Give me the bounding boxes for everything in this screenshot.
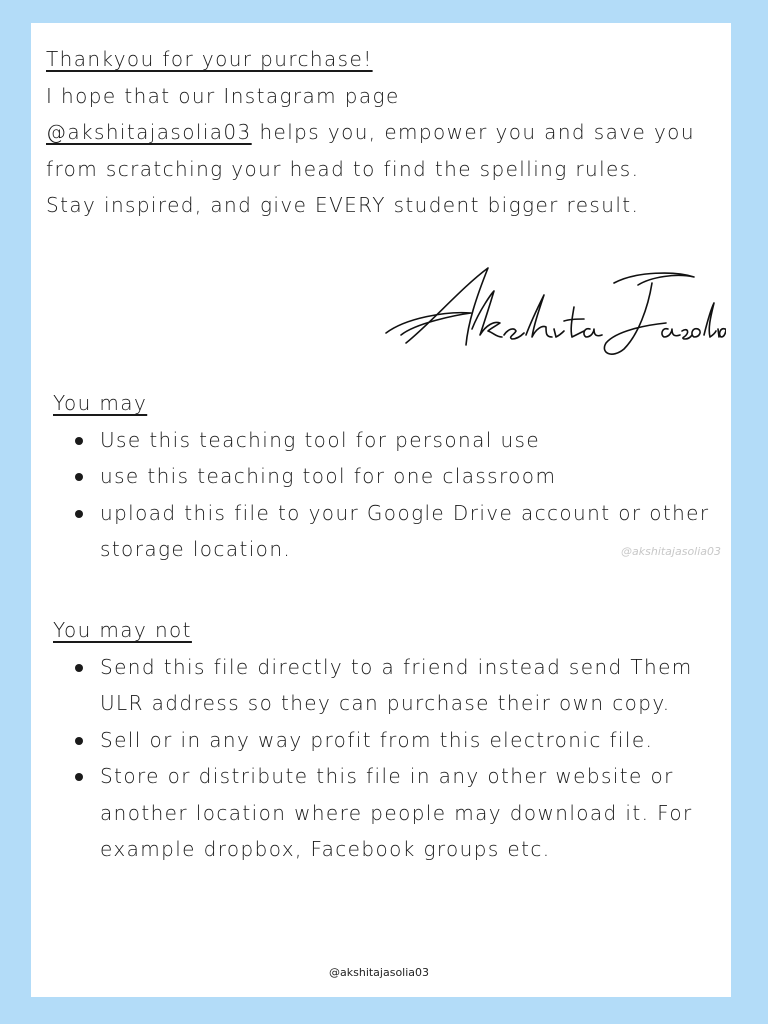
list-item: upload this file to your Google Drive account or other storage location. xyxy=(100,495,721,568)
intro-line-1: I hope that our Instagram page xyxy=(46,83,400,108)
you-may-not-heading: You may not xyxy=(53,618,192,642)
signature-text: Akshita Jasolia xyxy=(551,358,559,359)
thank-you-heading: Thankyou for your purchase! xyxy=(46,47,373,71)
list-item: Sell or in any way profit from this electronic file. xyxy=(100,722,721,759)
list-item: Send this file directly to a friend instead send Them ULR address so they can purchase their own copy. xyxy=(100,649,721,722)
instagram-handle-link[interactable]: @akshitajasolia03 xyxy=(46,120,252,144)
you-may-heading: You may xyxy=(53,391,148,415)
intro-closing: Stay inspired, and give EVERY student bigger result. xyxy=(46,193,640,217)
intro-block xyxy=(46,41,721,224)
list-item: Store or distribute this file in any other website or another location where people may download it. For example dropbox, Facebook groups etc. xyxy=(100,758,721,868)
signature-image xyxy=(376,263,726,363)
list-item: use this teaching tool for one classroom xyxy=(100,458,721,495)
list-item: Use this teaching tool for personal use xyxy=(100,422,721,459)
watermark: @akshitajasolia03 xyxy=(621,545,722,558)
intro-paragraph xyxy=(46,78,721,188)
intro-line-2: helps you, empower you and save you from scratching your head to find the spelling rules. xyxy=(46,120,695,181)
footer-handle: @akshitajasolia03 xyxy=(329,966,430,979)
you-may-section xyxy=(53,385,721,568)
you-may-not-section xyxy=(53,612,721,868)
you-may-not-list xyxy=(53,649,721,868)
document-page xyxy=(31,23,731,997)
